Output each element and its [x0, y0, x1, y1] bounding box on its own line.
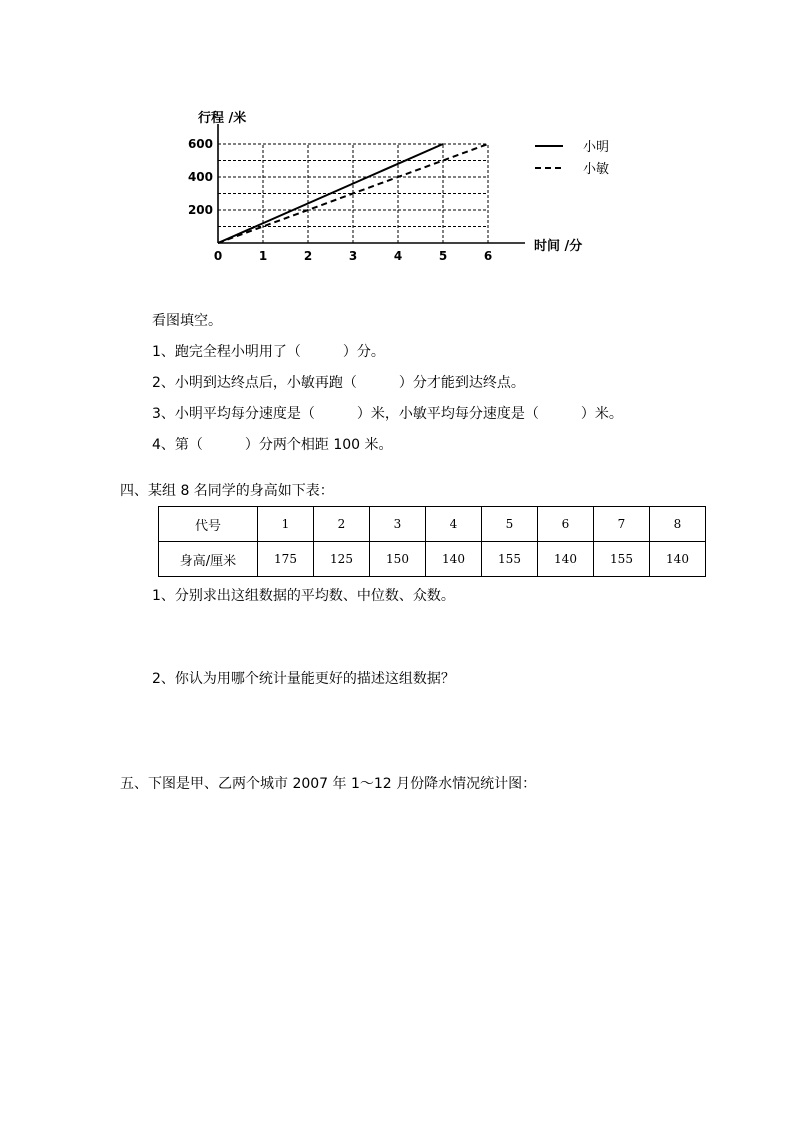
height-cell: 155 [594, 542, 650, 577]
height-cell: 140 [650, 542, 706, 577]
code-cell: 4 [426, 507, 482, 542]
y-axis-label: 行程 /米 [198, 111, 247, 126]
x-tick-label: 4 [393, 249, 403, 263]
x-tick-label: 5 [438, 249, 448, 263]
height-cell: 155 [482, 542, 538, 577]
code-cell: 8 [650, 507, 706, 542]
y-tick-label: 600 [187, 137, 213, 151]
x-axis-label: 时间 /分 [534, 239, 583, 254]
section-4-question-1: 1、分别求出这组数据的平均数、中位数、众数。 [152, 588, 455, 604]
height-cell: 140 [426, 542, 482, 577]
distance-time-chart [180, 100, 610, 270]
section-4-question-2: 2、你认为用哪个统计量能更好的描述这组数据？ [152, 671, 455, 687]
y-tick-label: 200 [187, 203, 213, 217]
x-tick-label: 1 [258, 249, 268, 263]
y-tick-label: 400 [187, 170, 213, 184]
height-table [158, 506, 706, 577]
table-row-codes [159, 507, 706, 542]
x-tick-label: 3 [348, 249, 358, 263]
origin-label: 0 [213, 249, 223, 263]
section-5-title: 五、下图是甲、乙两个城市 2007 年 1～12 月份降水情况统计图： [120, 776, 537, 792]
height-cell: 150 [370, 542, 426, 577]
code-cell: 6 [538, 507, 594, 542]
code-header: 代号 [159, 507, 258, 542]
section-4-title: 四、某组 8 名同学的身高如下表： [120, 483, 334, 499]
code-cell: 7 [594, 507, 650, 542]
code-cell: 3 [370, 507, 426, 542]
height-cell: 175 [258, 542, 314, 577]
code-cell: 1 [258, 507, 314, 542]
height-header: 身高/厘米 [159, 542, 258, 577]
height-cell: 125 [314, 542, 370, 577]
x-tick-label: 2 [303, 249, 313, 263]
legend-label: 小明 [583, 140, 610, 155]
question-3: 3、小明平均每分速度是（ ）米，小敏平均每分速度是（ ）米。 [152, 406, 623, 422]
code-cell: 5 [482, 507, 538, 542]
code-cell: 2 [314, 507, 370, 542]
x-tick-label: 6 [483, 249, 493, 263]
fill-in-instruction: 看图填空。 [152, 313, 222, 329]
question-2: 2、小明到达终点后，小敏再跑（ ）分才能到达终点。 [152, 375, 525, 391]
height-cell: 140 [538, 542, 594, 577]
question-4: 4、第（ ）分两个相距 100 米。 [152, 437, 393, 453]
legend-label: 小敏 [583, 162, 610, 177]
table-row-heights [159, 542, 706, 577]
question-1: 1、跑完全程小明用了（ ）分。 [152, 344, 385, 360]
